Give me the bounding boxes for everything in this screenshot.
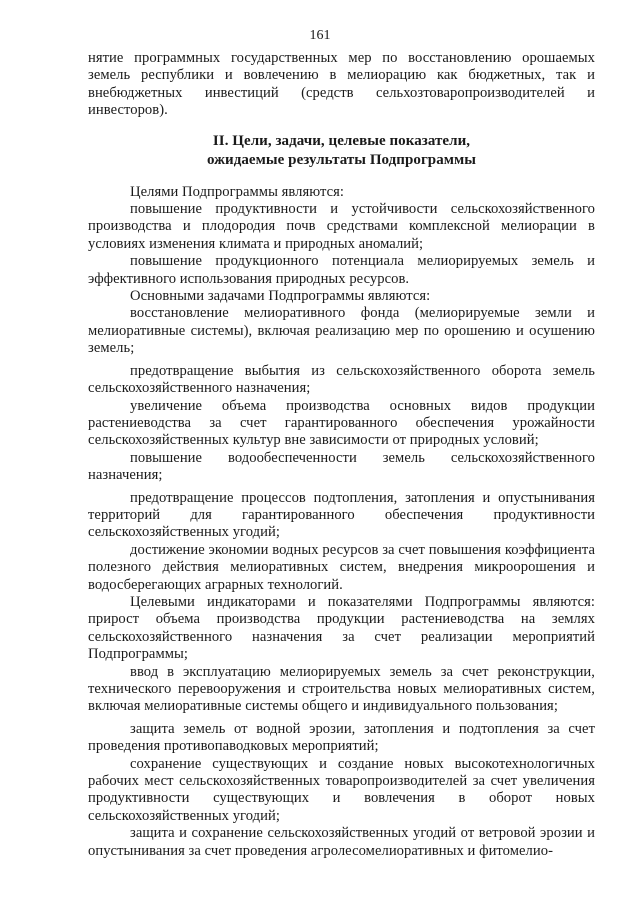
goal-item: повышение продукционного потенциала мелиорируемых земель и эффективного использования природных ресурсов. [88,253,595,287]
tasks-intro: Основными задачами Подпрограммы являются: [130,288,431,305]
section-heading [88,132,595,170]
task-item: восстановление мелиоративного фонда (мелиорируемые земли и мелиоративные системы), включая реализацию мер по орошению и осушению земель; [88,305,595,357]
indicators-intro: Целевыми индикаторами и показателями Подпрограммы являются: прирост объема производства продукции растениеводства на землях сельскохозяйственного назначения за счет реализации мероприятий Подпрограммы; [88,593,595,663]
indicator-item: сохранение существующих и создание новых высокотехнологичных рабочих мест сельскохозяйственных товаропроизводителей за счет увеличения продуктивности существующих и вовлечения в оборот новых сельскохозяйственных угодий; [88,755,595,824]
indicator-item: защита и сохранение сельскохозяйственных угодий от ветровой эрозии и опустынивания за счет проведения агролесомелиоративных и фитомелио- [88,825,595,859]
document-body [88,50,595,860]
goals-intro: Целями Подпрограммы являются: [130,183,344,200]
intro-paragraph: нятие программных государственных мер по восстановлению орошаемых земель республики и вовлечению в мелиорацию как бюджетных, так и внебюджетных инвестиций (средств сельхозтоваропроизводителей и инвесторов). [88,50,595,119]
task-item: увеличение объема производства основных видов продукции растениеводства за счет гарантированного обеспечения урожайности сельскохозяйственных культур вне зависимости от природных условий; [88,397,595,449]
goal-item: повышение продуктивности и устойчивости сельскохозяйственного производства и плодородия почв средствами комплексной мелиорации в условиях изменения климата и природных аномалий; [88,201,595,252]
section-heading-line-2: ожидаемые результаты Подпрограммы [206,151,477,168]
task-item: повышение водообеспеченности земель сельскохозяйственного назначения; [88,449,595,484]
indicator-item: ввод в эксплуатацию мелиорируемых земель за счет реконструкции, технического перевооружения и строительства новых мелиоративных систем, включая мелиоративные системы общего и индивидуального пользования; [88,663,595,715]
task-item: предотвращение выбытия из сельскохозяйственного оборота земель сельскохозяйственного назначения; [88,362,595,397]
task-item: предотвращение процессов подтопления, затопления и опустынивания территорий для гарантированного обеспечения продуктивности сельскохозяйственных угодий; [88,489,595,541]
indicator-item: защита земель от водной эрозии, затопления и подтопления за счет проведения противопаводковых мероприятий; [88,720,595,755]
task-item: достижение экономии водных ресурсов за счет повышения коэффициента полезного действия мелиоративных систем, внедрения микроорошения и водосберегающих аграрных технологий. [88,541,595,593]
section-heading-line-1: II. Цели, задачи, целевые показатели, [212,132,471,149]
page-number: 161 [309,28,331,43]
